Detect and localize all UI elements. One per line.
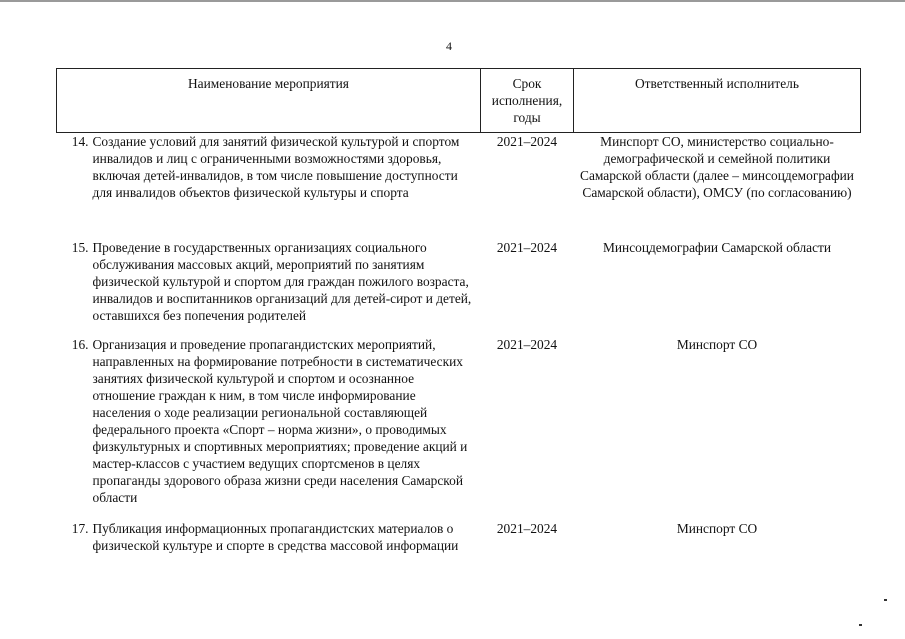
activity-name: Создание условий для занятий физической культурой и спортом инвалидов и лиц с ограниченными возможностями здоровья, включая детей-инвалидов, в том числе повышение доступности для инвалидов объектов физической культуры и спорта bbox=[92, 134, 460, 200]
scan-speck bbox=[859, 624, 862, 626]
page-number: 4 bbox=[446, 39, 452, 53]
row-number: 15. bbox=[71, 240, 89, 255]
table-row bbox=[57, 520, 861, 580]
activity-name: Публикация информационных пропагандистских материалов о физической культуре и спорте в средства массовой информации bbox=[92, 521, 459, 553]
executor-cell: Минспорт СО bbox=[676, 337, 758, 352]
executor-cell: Минспорт СО bbox=[676, 521, 758, 536]
row-number: 14. bbox=[71, 134, 89, 149]
period-cell: 2021–2024 bbox=[496, 134, 558, 149]
activity-name-cell bbox=[57, 336, 481, 520]
table-row bbox=[57, 133, 861, 240]
header-executor: Ответственный исполнитель bbox=[574, 69, 861, 133]
table-row bbox=[57, 336, 861, 520]
executor-cell: Минсоцдемографии Самарской области bbox=[602, 240, 832, 255]
header-activity-name: Наименование мероприятия bbox=[57, 69, 481, 133]
activities-table bbox=[56, 68, 861, 580]
activity-name-cell bbox=[57, 520, 481, 580]
period-cell: 2021–2024 bbox=[496, 337, 558, 352]
scan-speck bbox=[884, 599, 887, 601]
table-header-row bbox=[57, 69, 861, 133]
activity-name-cell bbox=[57, 133, 481, 240]
activity-name: Проведение в государственных организациях социального обслуживания массовых акций, мероприятий по занятиям физической культурой и спортом для граждан пожилого возраста, инвалидов и воспитанников организаций для детей-сирот и детей, оставшихся без попечения родителей bbox=[92, 240, 472, 323]
row-number: 17. bbox=[71, 521, 89, 536]
row-number: 16. bbox=[71, 337, 89, 352]
header-period: Срок исполнения, годы bbox=[481, 69, 574, 133]
table-row bbox=[57, 239, 861, 336]
period-cell: 2021–2024 bbox=[496, 240, 558, 255]
scan-top-edge bbox=[0, 0, 905, 2]
activity-name-cell bbox=[57, 239, 481, 336]
period-cell: 2021–2024 bbox=[496, 521, 558, 536]
activity-name: Организация и проведение пропагандистских мероприятий, направленных на формирование потребности в систематических занятиях физической культурой и спортом и осознанное отношение граждан к ним, в том числе информирование населения о ходе реализации региональной составляющей федерального проекта «Спорт – норма жизни», о проводимых физкультурных и спортивных мероприятиях; проведение акций и мастер-классов с участием ведущих спортсменов в целях пропаганды здорового образа жизни среди населения Самарской области bbox=[92, 337, 468, 505]
executor-cell: Минспорт СО, министерство социально-демографической и семейной политики Самарской области (далее – минсоцдемографии Самарской области), ОМСУ (по согласованию) bbox=[580, 134, 854, 200]
